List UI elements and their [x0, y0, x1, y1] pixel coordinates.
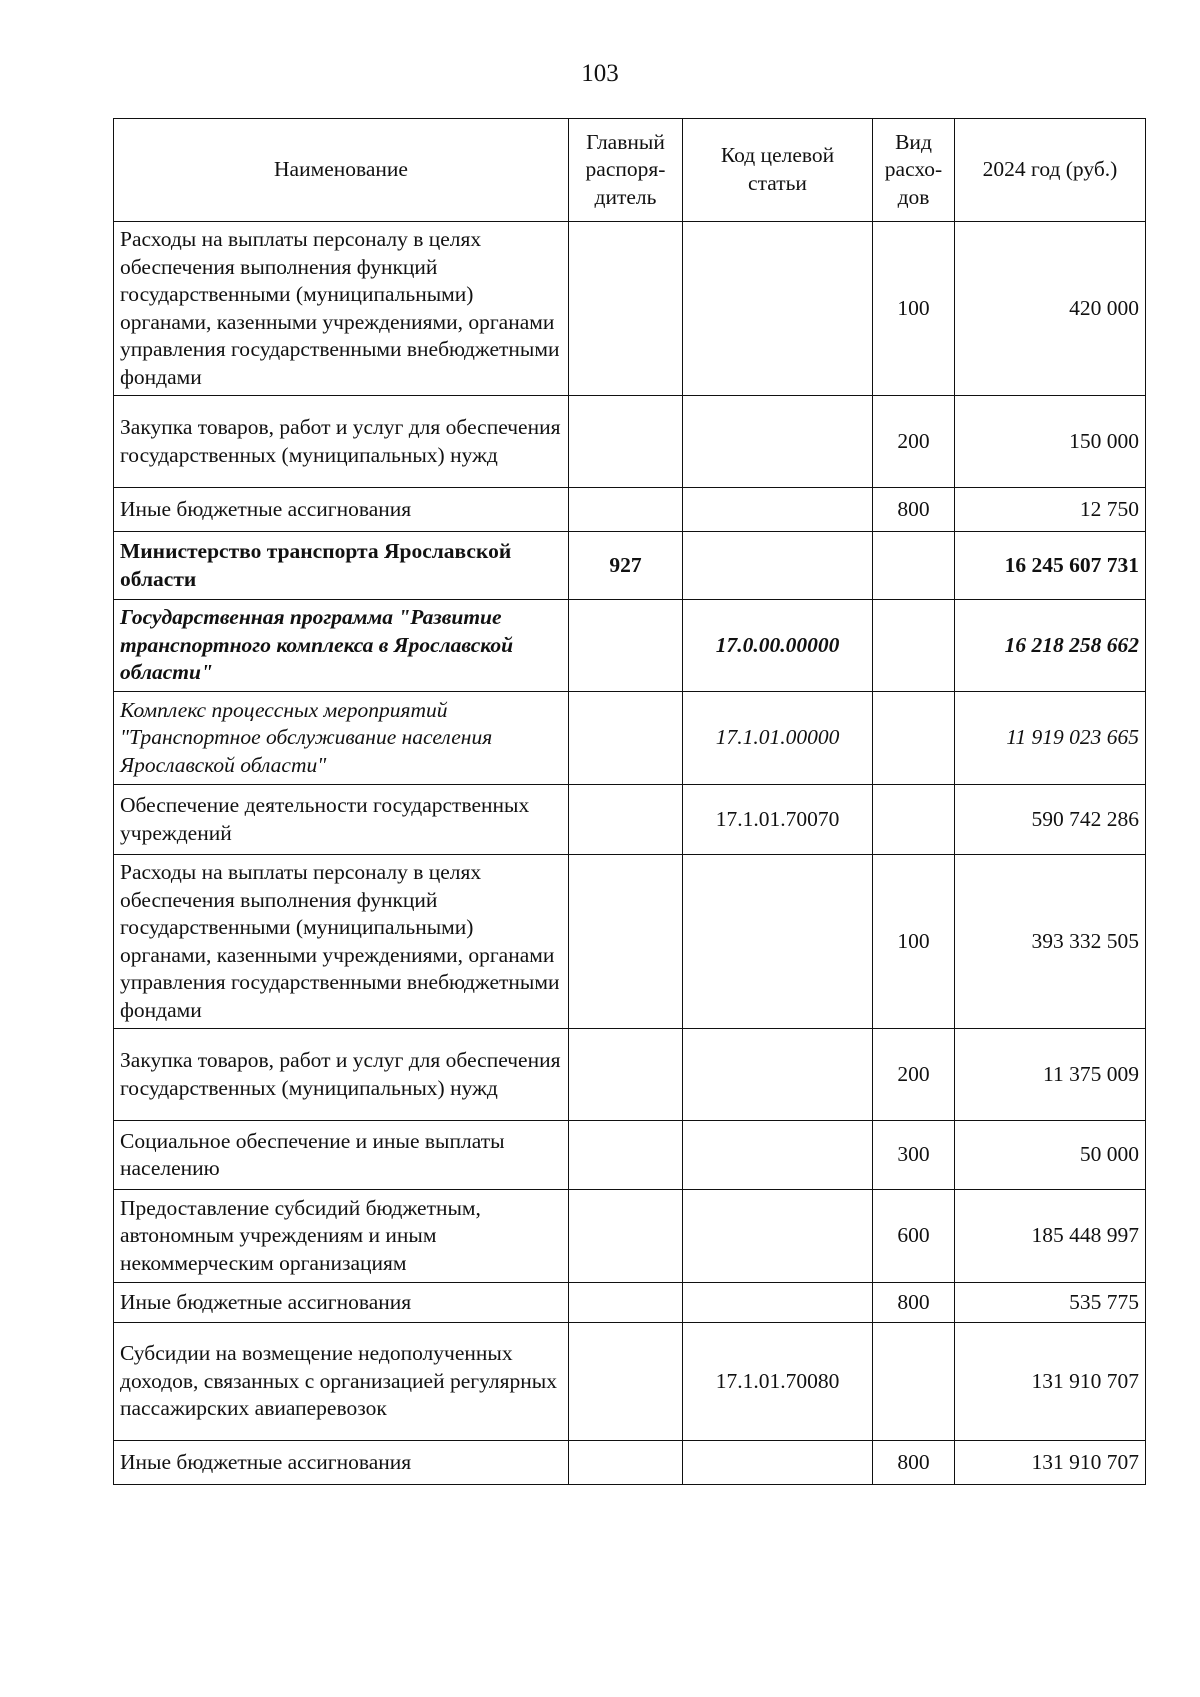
- row-type: 300: [873, 1121, 955, 1190]
- row-code: 17.1.01.70070: [683, 785, 873, 855]
- row-name: Расходы на выплаты персоналу в целях обеспечения выполнения функций государственными (муниципальными) органами, казенными учреждениями, органами управления государственными внебюджетными фондами: [114, 222, 569, 396]
- row-code: [683, 1283, 873, 1323]
- row-name: Министерство транспорта Ярославской области: [114, 532, 569, 600]
- header-admin: Главный распоря-дитель: [569, 119, 683, 222]
- row-admin: [569, 396, 683, 488]
- row-type: [873, 1323, 955, 1441]
- table-row: [114, 1029, 1146, 1121]
- row-name: Социальное обеспечение и иные выплаты населению: [114, 1121, 569, 1190]
- row-type: 200: [873, 396, 955, 488]
- row-code: [683, 488, 873, 532]
- row-admin: [569, 1441, 683, 1485]
- table-row: [114, 785, 1146, 855]
- row-admin: [569, 1029, 683, 1121]
- row-name: Государственная программа "Развитие транспортного комплекса в Ярославской области": [114, 600, 569, 692]
- row-admin: [569, 222, 683, 396]
- row-name: Субсидии на возмещение недополученных доходов, связанных с организацией регулярных пассажирских авиаперевозок: [114, 1323, 569, 1441]
- row-amount: 12 750: [955, 488, 1146, 532]
- header-name: Наименование: [114, 119, 569, 222]
- row-type: 600: [873, 1190, 955, 1283]
- row-amount: 16 218 258 662: [955, 600, 1146, 692]
- table-row: [114, 1441, 1146, 1485]
- row-amount: 131 910 707: [955, 1441, 1146, 1485]
- row-admin: [569, 600, 683, 692]
- header-row: [114, 119, 1146, 222]
- row-amount: 590 742 286: [955, 785, 1146, 855]
- table-row: [114, 600, 1146, 692]
- header-amount: 2024 год (руб.): [955, 119, 1146, 222]
- table-row: [114, 1121, 1146, 1190]
- row-amount: 11 919 023 665: [955, 692, 1146, 785]
- table-row: [114, 488, 1146, 532]
- table-row: [114, 396, 1146, 488]
- row-admin: [569, 488, 683, 532]
- row-name: Закупка товаров, работ и услуг для обеспечения государственных (муниципальных) нужд: [114, 1029, 569, 1121]
- row-admin: [569, 1121, 683, 1190]
- row-type: 100: [873, 855, 955, 1029]
- row-admin: [569, 1323, 683, 1441]
- row-type: [873, 600, 955, 692]
- row-type: [873, 532, 955, 600]
- row-amount: 150 000: [955, 396, 1146, 488]
- row-type: 800: [873, 1283, 955, 1323]
- row-name: Закупка товаров, работ и услуг для обеспечения государственных (муниципальных) нужд: [114, 396, 569, 488]
- row-name: Обеспечение деятельности государственных учреждений: [114, 785, 569, 855]
- row-code: [683, 1441, 873, 1485]
- row-type: [873, 785, 955, 855]
- row-admin: [569, 785, 683, 855]
- table-row: [114, 222, 1146, 396]
- row-amount: 420 000: [955, 222, 1146, 396]
- row-name: Комплекс процессных мероприятий "Транспортное обслуживание населения Ярославской области": [114, 692, 569, 785]
- row-amount: 185 448 997: [955, 1190, 1146, 1283]
- row-admin: [569, 1283, 683, 1323]
- budget-table: [113, 118, 1146, 1485]
- row-name: Предоставление субсидий бюджетным, автономным учреждениям и иным некоммерческим организациям: [114, 1190, 569, 1283]
- row-code: 17.1.01.70080: [683, 1323, 873, 1441]
- row-amount: 393 332 505: [955, 855, 1146, 1029]
- table-row: [114, 855, 1146, 1029]
- row-admin: 927: [569, 532, 683, 600]
- table-row: [114, 532, 1146, 600]
- row-amount: 11 375 009: [955, 1029, 1146, 1121]
- row-name: Расходы на выплаты персоналу в целях обеспечения выполнения функций государственными (муниципальными) органами, казенными учреждениями, органами управления государственными внебюджетными фондами: [114, 855, 569, 1029]
- header-type: Вид расхо-дов: [873, 119, 955, 222]
- row-type: 800: [873, 488, 955, 532]
- row-code: [683, 1029, 873, 1121]
- table-row: [114, 1190, 1146, 1283]
- row-name: Иные бюджетные ассигнования: [114, 1283, 569, 1323]
- row-admin: [569, 1190, 683, 1283]
- row-code: [683, 222, 873, 396]
- row-code: 17.1.01.00000: [683, 692, 873, 785]
- table-row: [114, 1323, 1146, 1441]
- row-amount: 50 000: [955, 1121, 1146, 1190]
- page-number: 103: [581, 60, 619, 87]
- row-admin: [569, 692, 683, 785]
- row-amount: 16 245 607 731: [955, 532, 1146, 600]
- row-amount: 131 910 707: [955, 1323, 1146, 1441]
- table-row: [114, 692, 1146, 785]
- row-name: Иные бюджетные ассигнования: [114, 1441, 569, 1485]
- row-code: [683, 396, 873, 488]
- row-code: 17.0.00.00000: [683, 600, 873, 692]
- row-type: 200: [873, 1029, 955, 1121]
- row-type: 100: [873, 222, 955, 396]
- row-type: [873, 692, 955, 785]
- table-row: [114, 1283, 1146, 1323]
- row-code: [683, 532, 873, 600]
- header-code: Код целевой статьи: [683, 119, 873, 222]
- row-type: 800: [873, 1441, 955, 1485]
- row-name: Иные бюджетные ассигнования: [114, 488, 569, 532]
- row-code: [683, 1190, 873, 1283]
- row-admin: [569, 855, 683, 1029]
- row-code: [683, 855, 873, 1029]
- row-amount: 535 775: [955, 1283, 1146, 1323]
- row-code: [683, 1121, 873, 1190]
